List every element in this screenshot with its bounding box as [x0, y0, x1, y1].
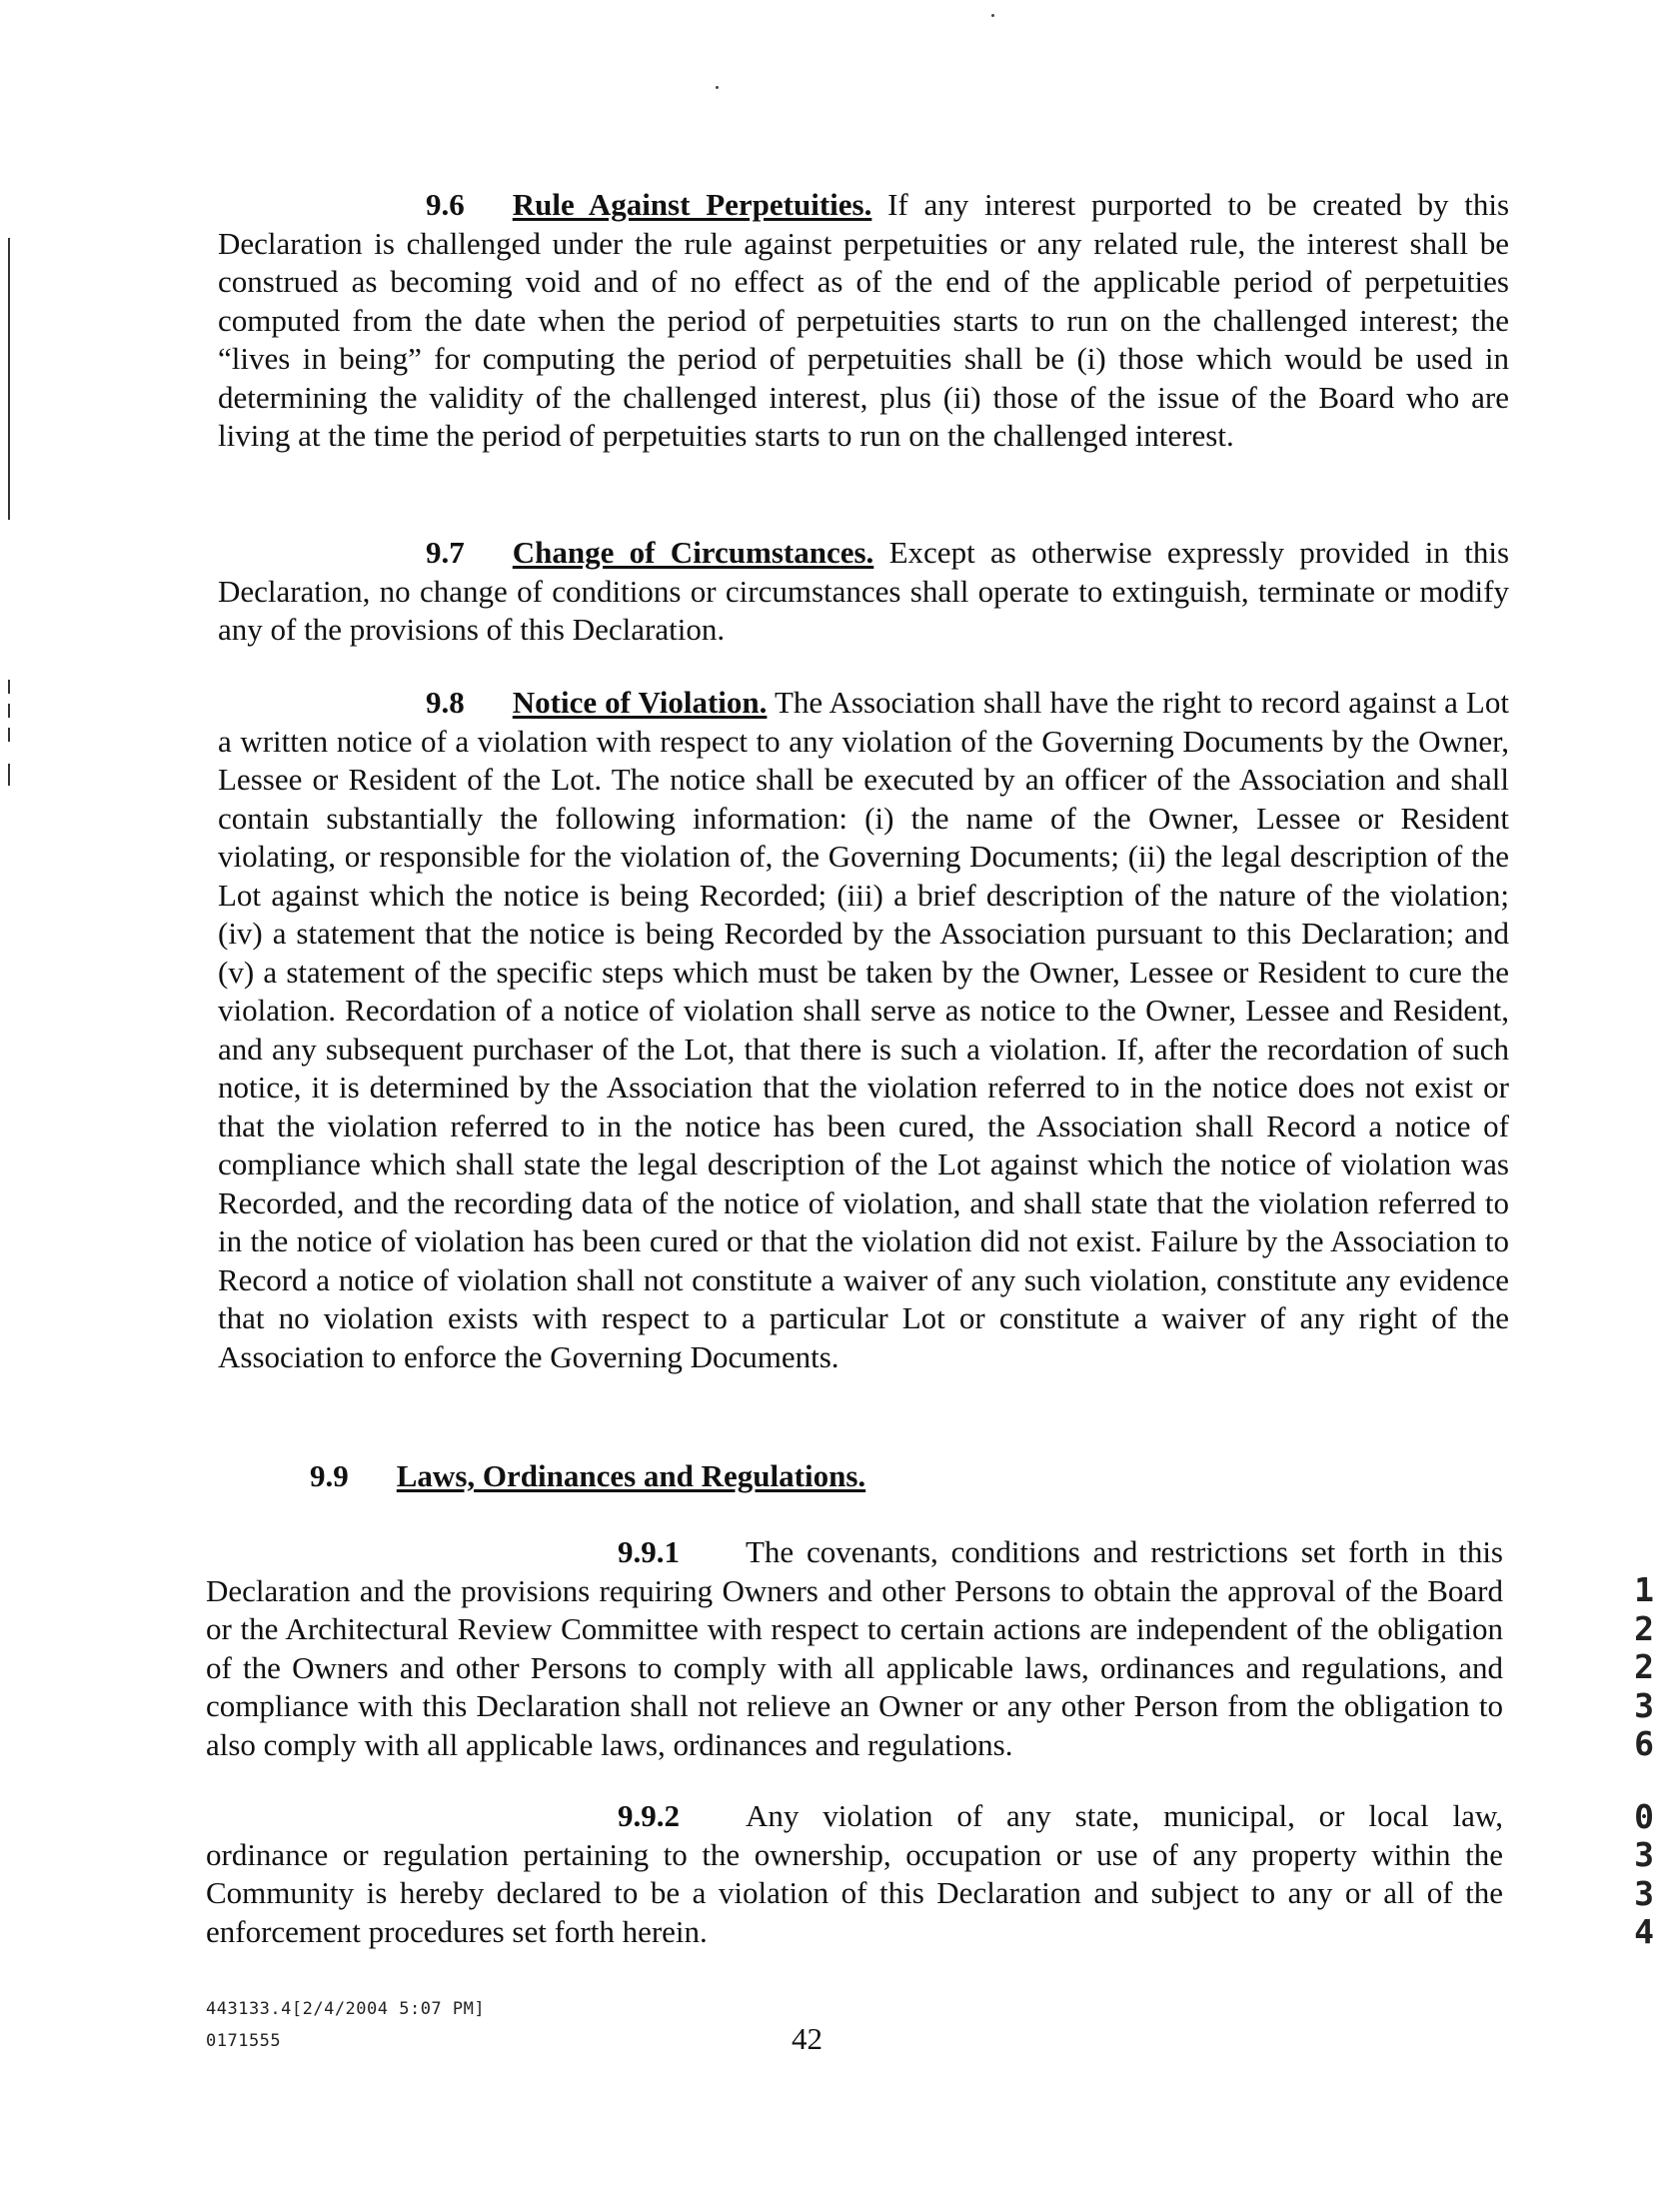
section-heading: Change of Circumstances. — [512, 535, 874, 570]
section-body: Except as otherwise expressly provided in this Declaration, no change of conditions or circumstances shall operate to extinguish, terminate or modify any of the provisions of this Declaration. — [218, 535, 1510, 647]
section-heading: Rule Against Perpetuities. — [512, 187, 872, 222]
margin-change-bar — [8, 704, 10, 718]
stamp-digit: 3 — [1634, 1873, 1654, 1913]
margin-change-bar — [8, 728, 10, 742]
scan-speck — [991, 14, 994, 17]
recording-number-stamp — [1629, 1571, 1659, 1952]
section-9-9-1 — [206, 1533, 1503, 1764]
section-9-6 — [218, 186, 1509, 456]
footer-matter-number: 0171555 — [206, 2031, 282, 2051]
footer-doc-id: 443133.4[2/4/2004 5:07 PM] — [206, 1999, 486, 2019]
section-number: 9.7 — [426, 535, 465, 570]
stamp-digit: 0 — [1634, 1796, 1654, 1836]
margin-change-bar — [8, 764, 10, 786]
section-9-9-2 — [206, 1797, 1503, 1951]
page-number: 42 — [792, 2021, 823, 2056]
stamp-digit: 4 — [1634, 1912, 1654, 1951]
section-number: 9.9.1 — [618, 1534, 680, 1569]
stamp-digit: 2 — [1634, 1647, 1654, 1686]
stamp-digit: 6 — [1634, 1724, 1654, 1763]
stamp-digit: 1 — [1634, 1570, 1654, 1609]
section-body: The covenants, conditions and restrictions set forth in this Declaration and the provisions requiring Owners and other Persons to obtain the approval of the Board or the Architectural Review Committee with respect to certain actions are independent of the obligation of the Owners and other Persons to comply with all applicable laws, ordinances and regulations, and compliance with this Declaration shall not relieve an Owner or any other Person from the obligation to also comply with all applicable laws, ordinances and regulations. — [206, 1534, 1503, 1762]
section-9-8 — [218, 684, 1509, 1376]
stamp-digit: 3 — [1634, 1685, 1654, 1725]
stamp-digit: 3 — [1634, 1835, 1654, 1874]
section-body: If any interest purported to be created by this Declaration is challenged under the rule against perpetuities or any related rule, the interest shall be construed as becoming void and of no effect as of the end of the applicable period of perpetuities computed from the date when the period of perpetuities starts to run on the challenged interest; the “lives in being” for computing the period of perpetuities shall be (i) those which would be used in determining the validity of the challenged interest, plus (ii) those of the issue of the Board who are living at the time the period of perpetuities starts to run on the challenged interest. — [218, 187, 1510, 453]
margin-change-bar — [8, 680, 10, 694]
section-heading: Notice of Violation. — [512, 685, 768, 720]
section-number: 9.6 — [426, 187, 465, 222]
section-number: 9.8 — [426, 685, 465, 720]
scan-speck — [716, 86, 719, 89]
section-number: 9.9 — [310, 1458, 349, 1493]
stamp-digit: 2 — [1634, 1608, 1654, 1648]
section-body: The Association shall have the right to record against a Lot a written notice of a violation with respect to any violation of the Governing Documents by the Owner, Lessee or Resident of the Lot. The notice shall be executed by an officer of the Association and shall contain substantially the following information: (i) the name of the Owner, Lessee or Resident violating, or responsible for the violation of, the Governing Documents; (ii) the legal description of the Lot against which the notice is being Recorded; (iii) a brief description of the nature of the violation; (iv) a statement that the notice is being Recorded by the Association pursuant to this Declaration; and (v) a statement of the specific steps which must be taken by the Owner, Lessee or Resident to cure the violation. Recordation of a notice of violation shall serve as notice to the Owner, Lessee and Resident, and any subsequent purchaser of the Lot, that there is such a violation. If, after the recordation of such notice, it is determined by the Association that the violation referred to in the notice does not exist or that the violation referred to in the notice has been cured, the Association shall Record a notice of compliance which shall state the legal description of the Lot against which the notice of violation was Recorded, and the recording data of the notice of violation, and shall state that the violation referred to in the notice of violation has been cured or that the violation did not exist. Failure by the Association to Record a notice of violation shall not constitute a waiver of any such violation, constitute any evidence that no violation exists with respect to a particular Lot or constitute a waiver of any right of the Association to enforce the Governing Documents. — [218, 685, 1509, 1374]
section-body: Any violation of any state, municipal, or local law, ordinance or regulation pertaining to the ownership, occupation or use of any property within the Community is hereby declared to be a violation of this Declaration and subject to any or all of the enforcement procedures set forth herein. — [206, 1798, 1503, 1949]
section-9-7 — [218, 534, 1509, 650]
section-number: 9.9.2 — [618, 1798, 680, 1833]
section-9-9 — [310, 1457, 865, 1495]
margin-change-bar — [8, 238, 10, 520]
section-heading: Laws, Ordinances and Regulations. — [396, 1458, 866, 1493]
